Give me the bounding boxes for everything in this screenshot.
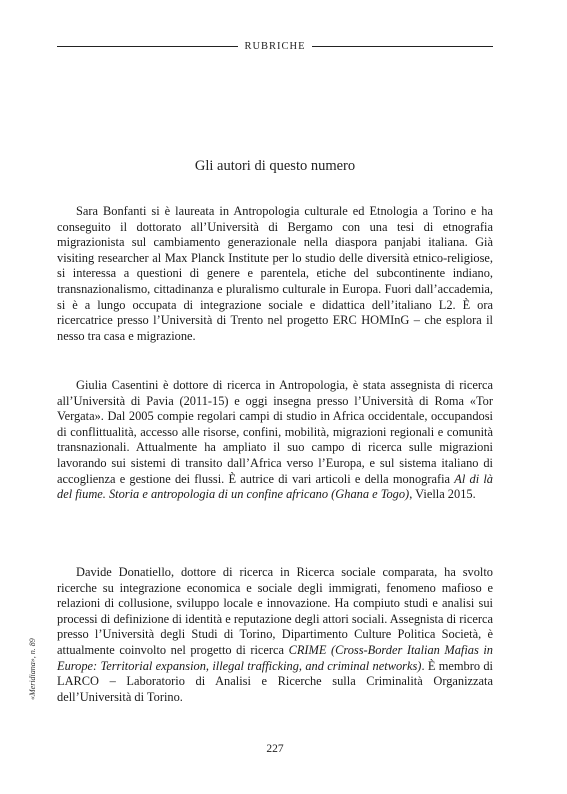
bio-paragraph: Sara Bonfanti si è laureata in Antropologia culturale ed Etnologia a Torino e ha conseguito il dottorato all’Università di Bergamo con una tesi di etnografia migrazionista sul cambiamento generazionale nella diaspora panjabi italiana. Già visiting researcher al Max Planck Institute per lo studio delle diversità etnico-religiose, si interessa a questioni di genere e parentela, etiche del subcontinente indiano, transnazionalismo, cittadinanza e pluralismo culturale in Europa. Fuori dall’accademia, si è a lungo occupata di integrazione sociale e didattica dell’italiano L2. È ora ricercatrice presso l’Università di Trento nel progetto ERC HOMInG – che esplora il nesso tra casa e migrazione. (57, 204, 493, 343)
bio-text: Davide Donatiello, dottore di ricerca in Ricerca sociale comparata, ha svolto ricerche su integrazione economica e sociale degli immigrati, fenomeno mafioso e relazioni di collusione, sviluppo locale e innovazione. Ha compiuto studi e analisi sui processi di definizione di identità e reputazione degli attori sociali. Assegnista di ricerca presso l’Università degli Studi di Torino, Dipartimento Culture Politica Società, è attualmente coinvolto nel progetto di ricerca (57, 565, 493, 657)
bio-text-end: , Viella 2015. (409, 487, 476, 502)
section-label: RUBRICHE (244, 40, 306, 52)
header-rule-left (57, 46, 238, 47)
bio-paragraph (57, 378, 493, 503)
bio-paragraph (57, 565, 493, 705)
book-title: Al di là del fiume. Storia e antropologia di un confine africano (Ghana e Togo) (57, 471, 494, 502)
author-bio-bonfanti (57, 204, 493, 344)
page-number: 227 (266, 743, 284, 755)
author-bio-donatiello (57, 565, 493, 705)
author-bio-casentini (57, 378, 493, 503)
page-title: Gli autori di questo numero (194, 158, 356, 174)
bio-text: Giulia Casentini è dottore di ricerca in Antropologia, è stata assegnista di ricerca all’Università di Pavia (2011-15) e oggi insegna presso l’Università di Roma «Tor Vergata». Dal 2005 compie regolari campi di studio in Africa occidentale, occupandosi di conflittualità, accesso alle risorse, confini, mobilità, migrazioni regionali e comunità transnazionali. Attualmente ha ampliato il suo campo di ricerca sulle migrazioni lavorando sui sistemi di transito dall’Africa verso l’Europa, e sul sistema italiano di accoglienza e gestione dei flussi. È autrice di vari articoli e della monografia (57, 378, 493, 486)
bio-text-end: . È membro di LARCO – Laboratorio di Analisi e Ricerche sulla Criminalità Organizzata dell’Università di Torino. (57, 658, 493, 704)
header-rule-right (312, 46, 493, 47)
running-header (57, 36, 493, 56)
project-title: CRIME (Cross-Border Italian Mafias in Europe: Territorial expansion, illegal trafficking, and criminal networks) (57, 642, 493, 673)
journal-side-note: «Meridiana», n. 89 (28, 638, 37, 700)
